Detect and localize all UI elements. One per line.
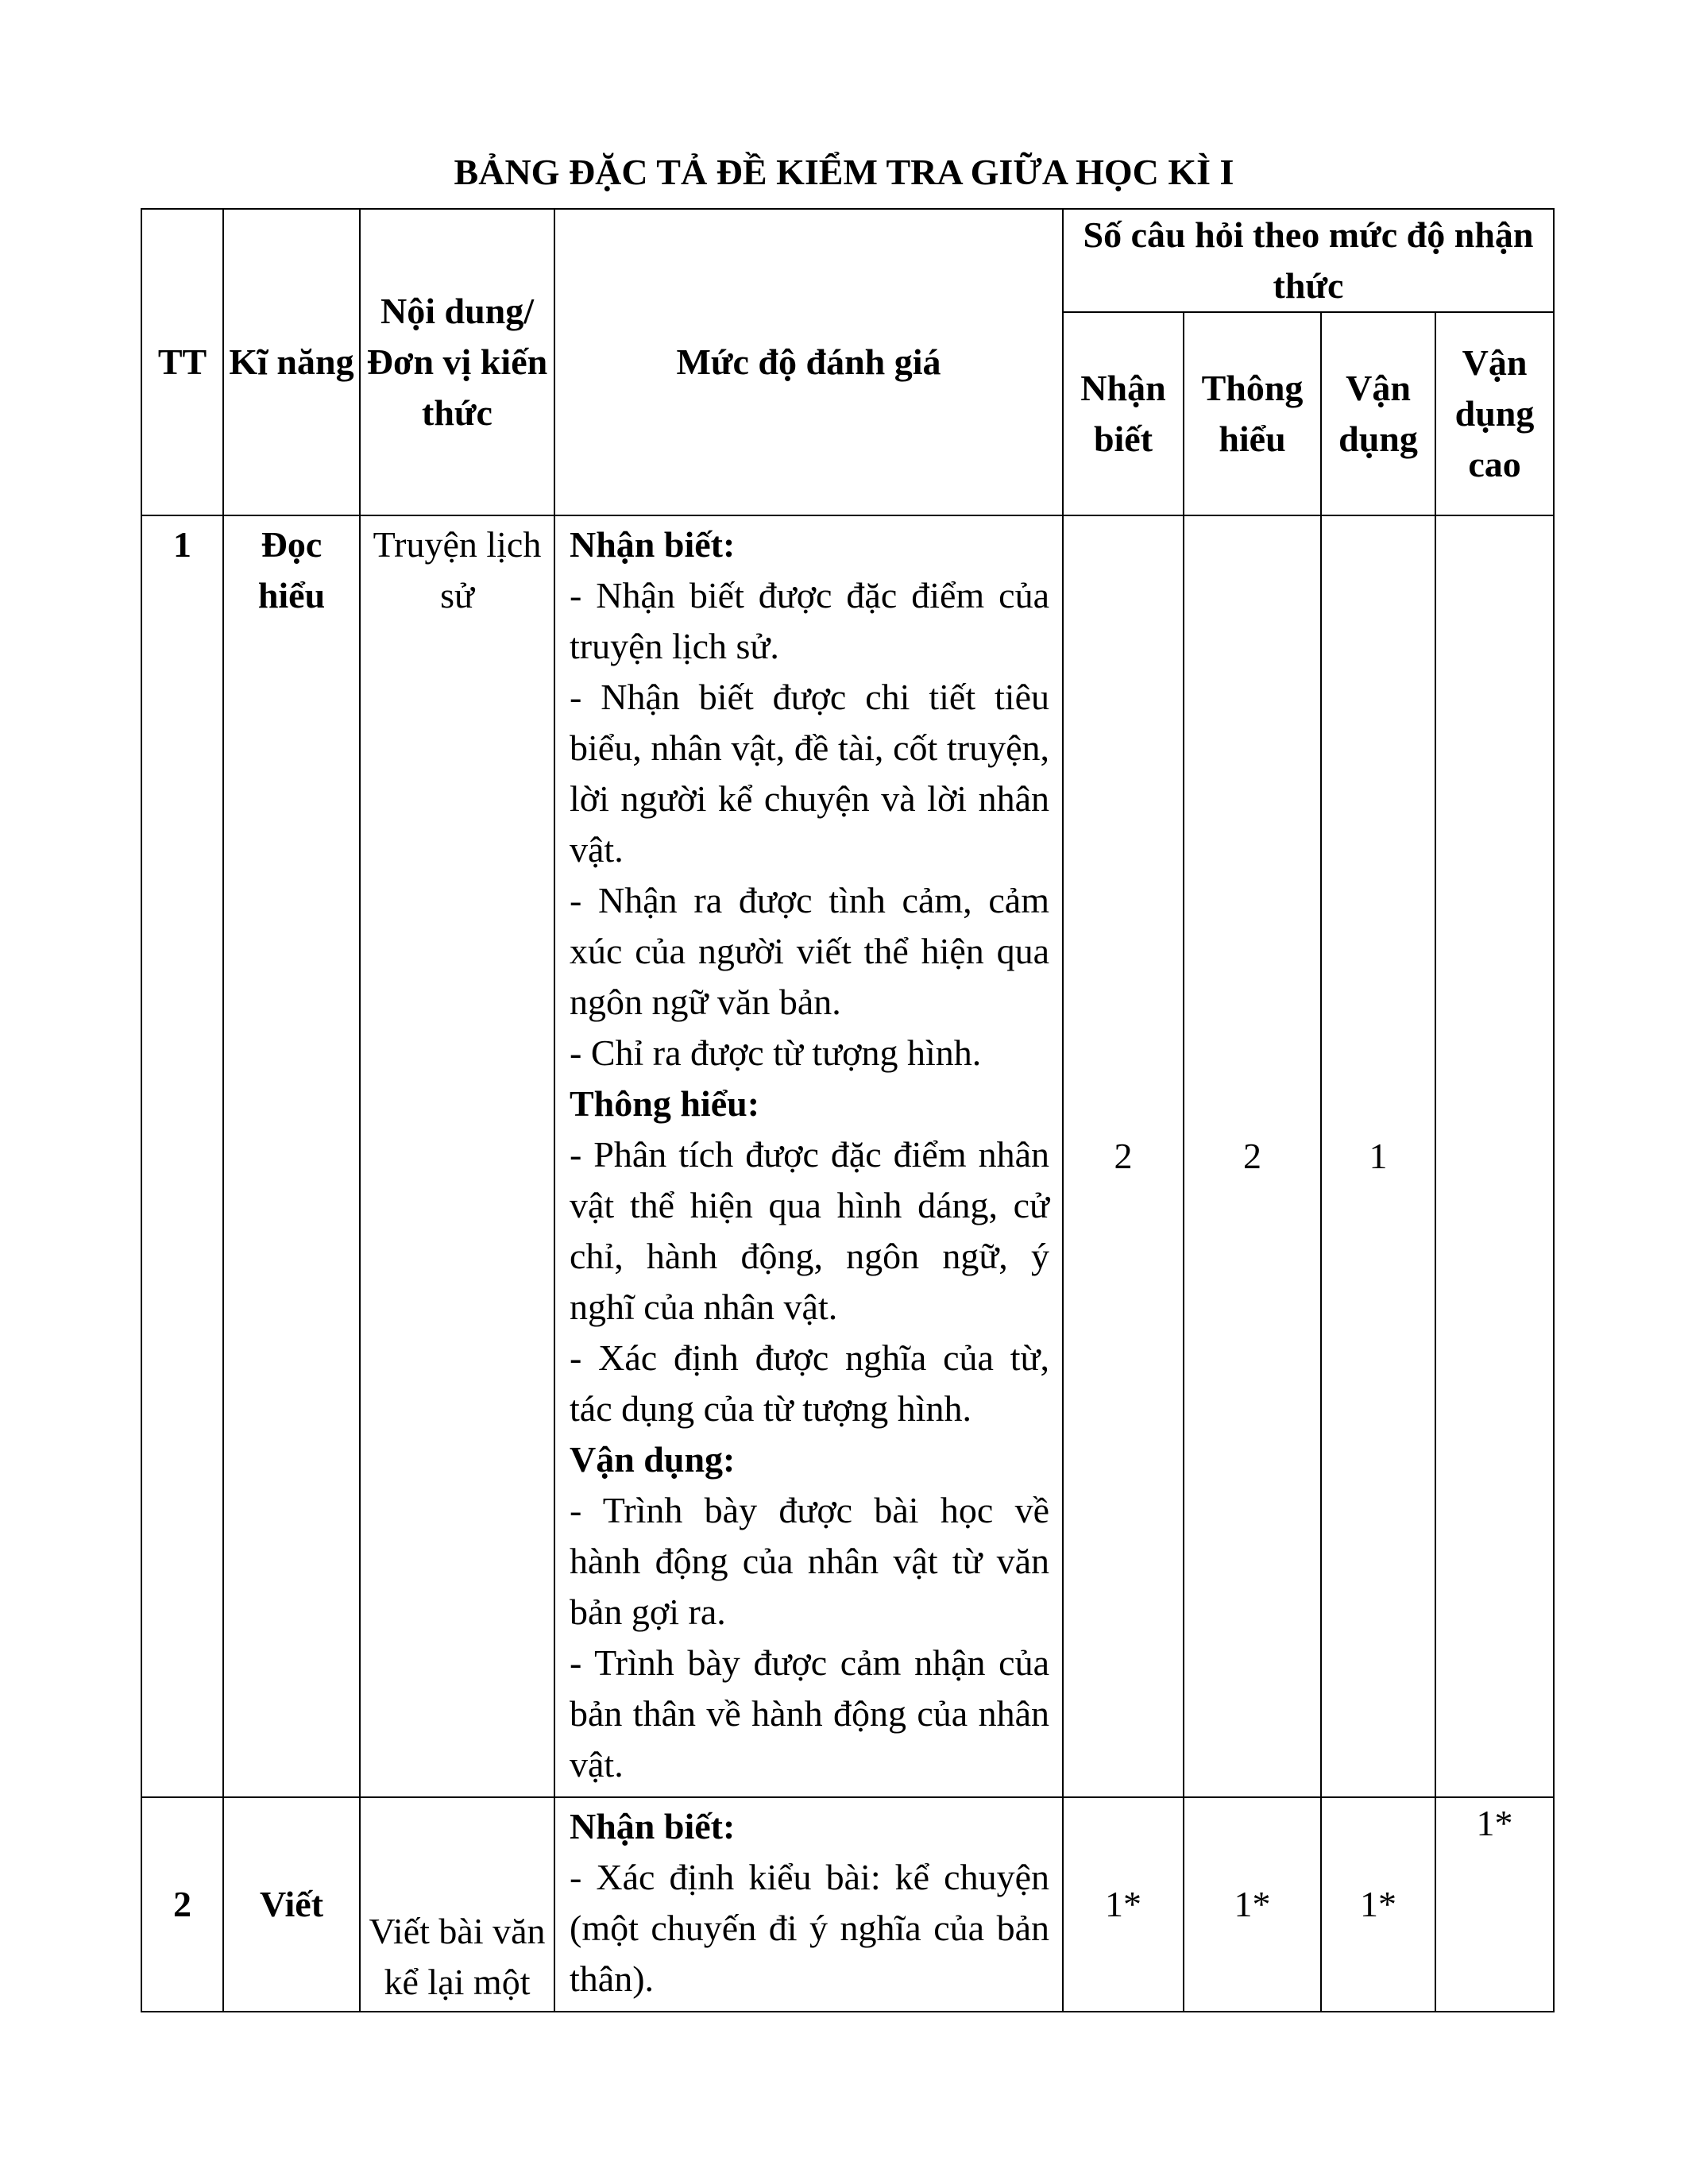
count-van-dung-cao [1435,515,1554,1797]
table-row [141,515,1554,1797]
row-ki-nang: Đọc hiểu [223,515,360,1797]
section-heading-van-dung: Vận dụng: [570,1439,736,1480]
header-so-cau-hoi: Số câu hỏi theo mức độ nhận thức [1063,209,1554,312]
count-van-dung: 1* [1321,1797,1435,2012]
criteria-item: - Nhận ra được tình cảm, cảm xúc của người viết thể hiện qua ngôn ngữ văn bản. [570,880,1049,1022]
count-thong-hieu: 1* [1184,1797,1321,2012]
table-row [141,1797,1554,2012]
count-van-dung-cao: 1* [1435,1797,1554,2012]
criteria-item: - Nhận biết được đặc điểm của truyện lịch sử. [570,575,1049,666]
header-muc-do: Mức độ đánh giá [554,209,1063,515]
section-heading-thong-hieu: Thông hiểu: [570,1083,760,1124]
header-nhan-biet: Nhận biết [1063,312,1184,515]
criteria-item: - Phân tích được đặc điểm nhân vật thể hiện qua hình dáng, cử chỉ, hành động, ngôn ngữ, ý nghĩ của nhân vật. [570,1134,1049,1327]
criteria-item: - Nhận biết được chi tiết tiêu biểu, nhân vật, đề tài, cốt truyện, lời người kể chuyện và lời nhân vật. [570,677,1049,870]
criteria-item: - Chỉ ra được từ tượng hình. [570,1032,982,1073]
row-muc-do [554,1797,1063,2012]
header-van-dung-cao: Vận dụng cao [1435,312,1554,515]
count-nhan-biet: 2 [1063,515,1184,1797]
header-van-dung: Vận dụng [1321,312,1435,515]
criteria-item: - Trình bày được cảm nhận của bản thân về hành động của nhân vật. [570,1642,1049,1785]
criteria-item: - Xác định kiểu bài: kể chuyện (một chuyến đi ý nghĩa của bản thân). [570,1857,1049,1999]
row-tt: 1 [141,515,223,1797]
page-title: BẢNG ĐẶC TẢ ĐỀ KIỂM TRA GIỮA HỌC KÌ I [454,152,1234,192]
criteria-item: - Trình bày được bài học về hành động của nhân vật từ văn bản gợi ra. [570,1490,1049,1632]
row-ki-nang: Viết [223,1797,360,2012]
count-thong-hieu: 2 [1184,515,1321,1797]
header-ki-nang: Kĩ năng [223,209,360,515]
row-noi-dung: Viết bài văn kể lại một [360,1797,554,2012]
section-heading-nhan-biet: Nhận biết: [570,524,736,565]
header-thong-hieu: Thông hiểu [1184,312,1321,515]
row-muc-do [554,515,1063,1797]
row-noi-dung: Truyện lịch sử [360,515,554,1797]
count-van-dung: 1 [1321,515,1435,1797]
header-noi-dung: Nội dung/Đơn vị kiến thức [360,209,554,515]
specification-table [141,208,1555,2012]
row-tt: 2 [141,1797,223,2012]
header-tt: TT [141,209,223,515]
section-heading-nhan-biet: Nhận biết: [570,1806,736,1846]
count-nhan-biet: 1* [1063,1797,1184,2012]
criteria-item: - Xác định được nghĩa của từ, tác dụng của từ tượng hình. [570,1337,1049,1429]
